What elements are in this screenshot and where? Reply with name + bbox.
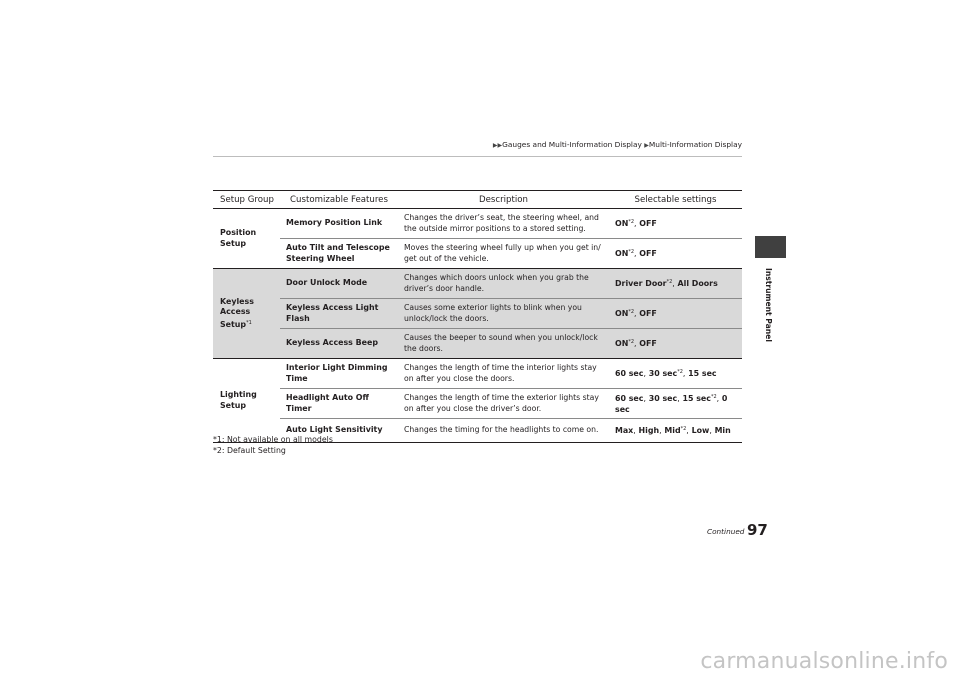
feature-settings: ON$^{*2}$, OFF xyxy=(609,209,742,239)
feature-description: Changes the length of time the exterior lights stay on after you close the driver’s door. xyxy=(398,389,609,419)
col-header-features: Customizable Features xyxy=(280,191,398,209)
table-row xyxy=(213,269,742,299)
chapter-label: Instrument Panel xyxy=(764,268,773,342)
feature-settings: Max, High, Mid$^{*2}$, Low, Min xyxy=(609,419,742,443)
feature-name: Memory Position Link xyxy=(280,209,398,239)
feature-name: Keyless Access Beep xyxy=(280,329,398,359)
feature-name: Auto Light Sensitivity xyxy=(280,419,398,443)
feature-description: Changes which doors unlock when you grab the driver’s door handle. xyxy=(398,269,609,299)
footnotes xyxy=(213,435,333,456)
table-row xyxy=(213,329,742,359)
chapter-tab xyxy=(755,236,786,258)
arrow-icon: ▶ xyxy=(644,142,649,149)
feature-name: Interior Light Dimming Time xyxy=(280,359,398,389)
feature-name: Auto Tilt and Telescope Steering Wheel xyxy=(280,239,398,269)
header-rule xyxy=(213,156,742,157)
footnote: *1: Not available on all models xyxy=(213,435,333,444)
group-position-setup: Position Setup xyxy=(213,209,280,269)
feature-settings: ON$^{*2}$, OFF xyxy=(609,239,742,269)
feature-settings: Driver Door$^{*2}$, All Doors xyxy=(609,269,742,299)
continued-label: Continued xyxy=(707,527,745,536)
feature-settings: ON$^{*2}$, OFF xyxy=(609,329,742,359)
feature-name: Keyless Access Light Flash xyxy=(280,299,398,329)
table-row xyxy=(213,299,742,329)
feature-settings: 60 sec, 30 $\sec^{*2}$, 15 sec xyxy=(609,359,742,389)
double-arrow-icon: ▶▶ xyxy=(492,142,503,149)
feature-description: Causes some exterior lights to blink when you unlock/lock the doors. xyxy=(398,299,609,329)
group-keyless-access-setup: Keyless Access Setup$^{*1}$ xyxy=(213,269,280,359)
feature-description: Changes the driver’s seat, the steering wheel, and the outside mirror positions to a stored setting. xyxy=(398,209,609,239)
watermark: carmanualsonline.info xyxy=(700,649,948,674)
table-row xyxy=(213,209,742,239)
breadcrumb-section: Gauges and Multi-Information Display xyxy=(502,140,642,149)
group-lighting-setup: Lighting Setup xyxy=(213,359,280,443)
breadcrumb xyxy=(493,140,742,149)
feature-name: Headlight Auto Off Timer xyxy=(280,389,398,419)
settings-table xyxy=(213,190,742,443)
footnote: *2: Default Setting xyxy=(213,445,286,455)
page-number: 97 xyxy=(747,521,768,539)
table-header-row xyxy=(213,191,742,209)
col-header-setup-group: Setup Group xyxy=(213,191,280,209)
table-row xyxy=(213,389,742,419)
table-row xyxy=(213,239,742,269)
feature-settings: 60 sec, 30 sec, 15 $\sec^{*2}$, 0 sec xyxy=(609,389,742,419)
feature-settings: ON$^{*2}$, OFF xyxy=(609,299,742,329)
feature-description: Causes the beeper to sound when you unlock/lock the doors. xyxy=(398,329,609,359)
table-row xyxy=(213,359,742,389)
feature-description: Changes the timing for the headlights to come on. xyxy=(398,419,609,443)
col-header-settings: Selectable settings xyxy=(609,191,742,209)
breadcrumb-subsection: Multi-Information Display xyxy=(648,140,742,149)
feature-name: Door Unlock Mode xyxy=(280,269,398,299)
feature-description: Changes the length of time the interior lights stay on after you close the doors. xyxy=(398,359,609,389)
col-header-description: Description xyxy=(398,191,609,209)
feature-description: Moves the steering wheel fully up when you get in/ get out of the vehicle. xyxy=(398,239,609,269)
